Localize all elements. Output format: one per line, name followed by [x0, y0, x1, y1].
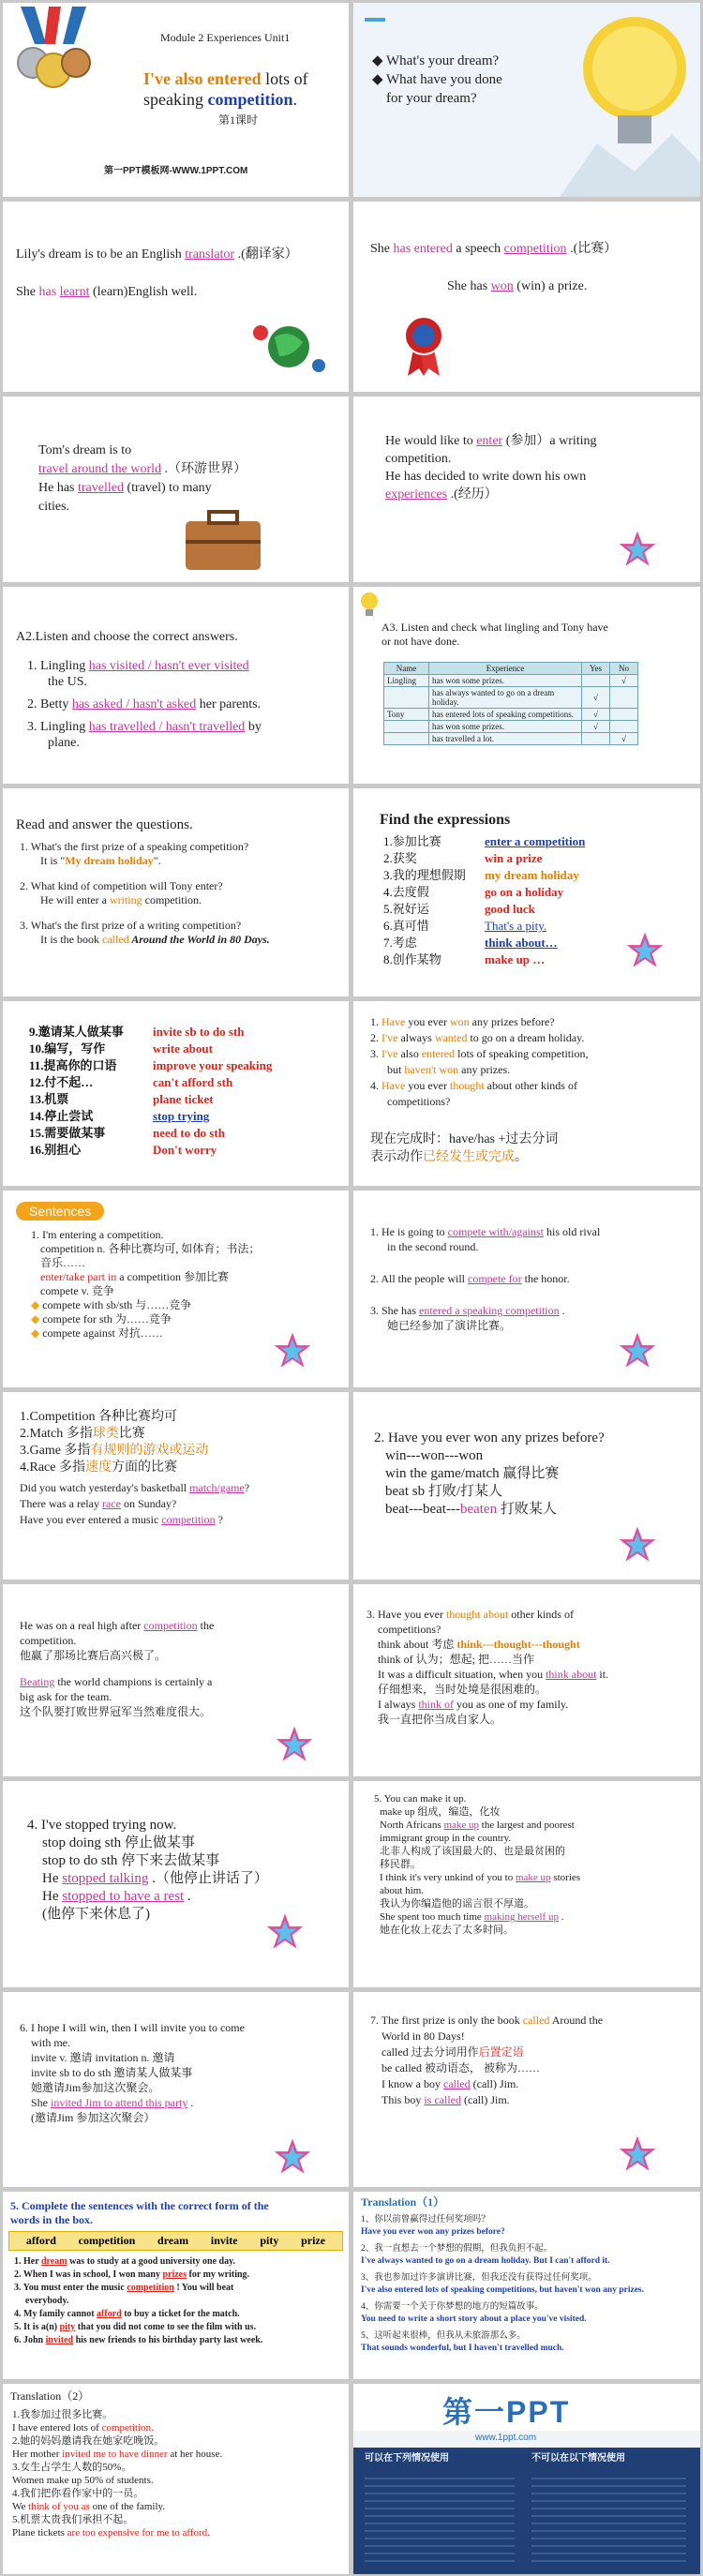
slide-called	[353, 1992, 700, 2187]
complete-sentences: 1. Her dream was to study at a good university one day. 2. When I was in school, I won many prizes for my writing. 3. You must enter the music competition ! You will beat everybody. 4. My family cannot afford to buy a ticket for the match. 5. It is a(n) pity that you did not come to see the film with us. 6. John invited his new friends to his birthday party last week.	[14, 2256, 263, 2345]
grammar-note: 现在完成时：have/has +过去分词 表示动作已经发生或完成。	[370, 1132, 559, 1164]
list-item: 12.付不起… can't afford sth	[29, 1075, 233, 1089]
translation-2-title: Translation（2）	[10, 2389, 90, 2403]
list-item: 11.提高你的口语 improve your speaking	[29, 1058, 273, 1072]
read-title: Read and answer the questions.	[16, 817, 193, 832]
list-item: 14.停止尝试 stop trying	[29, 1109, 210, 1123]
tom-text: Tom's dream is to travel around the world .（环游世界） He has travelled (travel) to many cities.	[38, 443, 247, 514]
star-icon	[265, 1912, 305, 1952]
win-beat-text: 2. Have you ever won any prizes before? win---won---won win the game/match 赢得比赛 beat sb 打败/打某人 beat---beat---beaten 打败某人	[374, 1430, 605, 1517]
suitcase-icon	[181, 507, 265, 573]
slide-a2	[3, 587, 349, 784]
list-item: 3.我的理想假期 my dream holiday	[383, 868, 579, 882]
star-icon	[618, 2134, 657, 2174]
slide-title	[3, 3, 349, 197]
bulb-icon	[359, 591, 380, 619]
slide-make-up	[353, 1781, 700, 1987]
perfect-sentences: 1. Have you ever won any prizes before? 2. I've always wanted to go on a dream holiday. 3. I've also entered lots of speaking competition, but haven't won any prizes. 4. Have you ever thought about other kinds of competitions?	[370, 1015, 589, 1108]
list-item: 1.参加比赛 enter a competition	[383, 834, 586, 848]
list-item: 16.别担心 Don't worry	[29, 1143, 217, 1157]
slide-sentences	[3, 1191, 349, 1387]
list-item: 4.去度假 go on a holiday	[383, 885, 564, 899]
slide-present-perfect	[353, 1001, 700, 1186]
footer-text: 第一PPT模板网-WWW.1PPT.COM	[104, 166, 248, 176]
slide-read	[3, 788, 349, 996]
a3-table: Name Experience Yes No Lingling has won some prizes. √ has always wanted to go on a dream holiday. √ Tony has entered lots of speaking competitions. √ has won some prizes. √ has travelled a lot. √	[383, 662, 638, 745]
complete-title: 5. Complete the sentences with the correct form of the words in the box.	[10, 2199, 269, 2226]
lily-line-1: Lily's dream is to be an English translator .(翻译家）	[16, 247, 298, 262]
expressions-title: Find the expressions	[380, 812, 511, 828]
table-row: has won some prizes. √	[384, 721, 638, 733]
writing-text: He would like to enter (参加）a writing competition. He has decided to write down his own experiences .(经历）	[385, 434, 597, 502]
translation-1-body: 1、你以前曾赢得过任何奖项吗？ Have you ever won any prizes before? 2、我一直想去一个梦想的假期，但我负担不起。 I've always wanted to go on a dream holiday. But I can't afford it. 3、我也参加过许多演讲比赛，但我还没有获得过任何奖项。 I've also entered lots of speaking competitions, but haven't won any prizes. 4、你需要一个关于你梦想的地方的短篇故事。 You need to write a short story about a place you've visited. 5、这听起来很棒，但我从未旅游那么多。 That sounds wonderful, but I haven't travelled much.	[361, 2215, 644, 2353]
slide-invite	[3, 1992, 349, 2187]
a2-items: 1. Lingling has visited / hasn't ever visited the US. 2. Betty has asked / hasn't asked her parents. 3. Lingling has travelled / hasn't travelled by plane.	[27, 659, 262, 750]
word-box: afford competition dream invite pity prize	[8, 2231, 343, 2251]
lightbulb-icon	[560, 3, 700, 197]
think-text: 3. Have you ever thought about other kinds of competitions? think about 考虑 think---thought---thought think of 认为；想起; 把……当作 It was a difficult situation, when you think about it. 仔细想来，当时处境是很困难的。 I always think of you as one of my family. 我一直把你当成自家人。	[366, 1608, 609, 1726]
period-label: 第1课时	[218, 113, 259, 127]
star-icon	[275, 1725, 314, 1764]
slide-a3	[353, 587, 700, 784]
slide-complete	[3, 2192, 349, 2379]
module-label: Module 2 Experiences Unit1	[160, 31, 291, 44]
read-questions: 1. What's the first prize of a speaking competition? It is "My dream holiday". 2. What kind of competition will Tony enter? He will enter a writing competition. 3. What's the first prize of a writing competition? It is the book called Around the World in 80 Days.	[20, 840, 270, 946]
slide-compete-practice	[353, 1191, 700, 1387]
list-item: 15.需要做某事 need to do sth	[29, 1126, 225, 1140]
sentences-body: 1. I'm entering a competition. competition n. 各种比赛均可, 如体育；书法； 音乐…… enter/take part in a competition 参加比赛 compete v. 竞争 ◆ compete with sb/sth 与……竞争 ◆ compete for sth 为……竞争 ◆ compete against 对抗……	[31, 1228, 261, 1340]
dream-questions: ◆ What's your dream? ◆ What have you done for your dream?	[372, 53, 502, 106]
slide-expressions	[353, 788, 700, 996]
brand-url[interactable]: www.1ppt.com	[475, 2433, 537, 2443]
slide-he-would	[353, 397, 700, 582]
competition-types: 1.Competition 各种比赛均可 2.Match 多指球类比赛 3.Game 多指有规则的游戏或运动 4.Race 多指速度方面的比赛	[20, 1410, 209, 1475]
list-item: 5.祝好运 good luck	[383, 902, 535, 916]
lily-line-2: She has learnt (learn)English well.	[16, 285, 198, 299]
slide-she-entered	[353, 202, 700, 392]
table-row: Tony has entered lots of speaking competitions. √	[384, 709, 638, 721]
expressions-list	[383, 833, 585, 968]
star-icon	[618, 1525, 657, 1565]
slide-stop	[3, 1781, 349, 1987]
accent-bar	[365, 18, 385, 22]
slide-lily	[3, 202, 349, 392]
slide-high	[3, 1584, 349, 1776]
invite-text: 6. I hope I will win, then I will invite you to come with me. invite v. 邀请 invitation n. 邀请 invite sb to do sth 邀请某人做某事 她邀请Jim参加这次聚会。 She invited Jim to attend this party . (邀请Jim 参加这次聚会）	[20, 2021, 245, 2124]
translation-2-body: 1.我参加过很多比赛。 I have entered lots of competition. 2.她的妈妈邀请我在她家吃晚饭。 Her mother invited me to have dinner at her house. 3.女生占学生人数的50%。 Women make up 50% of students. 4.我们把你看作家中的一员。 We think of you as one of the family. 5.机票太贵我们承担不起。 Plane tickets are too expensive for me to afford.	[12, 2409, 223, 2539]
list-item: 6.真可惜 That's a pity.	[383, 919, 547, 933]
brand-info-panel	[353, 2448, 700, 2574]
she-line-2: She has won (win) a prize.	[447, 279, 588, 293]
called-text: 7. The first prize is only the book called Around the World in 80 Days! called 过去分词用作后置定语 be called 被动语态， 被称为…… I know a boy called (call) Jim. This boy is called (call) Jim.	[370, 2014, 604, 2106]
stop-text: 4. I've stopped trying now. stop doing sth 停止做某事 stop to do sth 停下来去做某事 He stopped talking .（他停止讲话了） He stopped to have a rest . (他停下来休息了)	[27, 1818, 268, 1922]
compete-practice: 1. He is going to compete with/against his old rival in the second round. 2. All the people will compete for the honor. 3. She has entered a speaking competition . 她已经参加了演讲比赛。	[370, 1225, 601, 1332]
star-icon	[625, 931, 665, 970]
make-up-text: 5. You can make it up. make up 组成，编造，化妆 North Africans make up the largest and poorest immigrant group in the country. 北非人构成了该国最大的、也是最贫困的 移民群。 I think it's very unkind of you to make up stories about him. 我认为你编造他的谣言很不厚道。 She spent too much time making herself up . 她在化妆上花去了太多时间。	[374, 1793, 581, 1936]
slide-translation-1	[353, 2192, 700, 2379]
list-item: 10.编写，写作 write about	[29, 1041, 213, 1056]
list-item: 13.机票 plane ticket	[29, 1092, 214, 1106]
slide-brand	[353, 2384, 700, 2574]
list-item: 7.考虑 think about…	[383, 936, 558, 950]
slide-competition-types	[3, 1392, 349, 1580]
brand-logo: 第一PPT	[442, 2395, 571, 2429]
table-row: has travelled a lot. √	[384, 733, 638, 745]
allowed-heading: 可以在下列情况使用	[365, 2453, 449, 2464]
list-item: 9.邀请某人做某事 invite sb to do sth	[29, 1025, 245, 1039]
a2-title: A2.Listen and choose the correct answers.	[16, 630, 238, 644]
forbidden-list	[531, 2472, 686, 2566]
lesson-title: I've also entered lots of speaking competition.	[143, 69, 308, 109]
translation-1-title: Translation（1）	[361, 2195, 445, 2209]
slide-dream	[353, 3, 700, 197]
table-row: Lingling has won some prizes. √	[384, 675, 638, 687]
list-item: 2.获奖 win a prize	[383, 851, 543, 865]
sentences-tag: Sentences	[16, 1202, 104, 1221]
slide-tom	[3, 397, 349, 582]
slide-translation-2	[3, 2384, 349, 2574]
list-item: 8.创作某物 make up …	[383, 952, 546, 966]
she-line-1: She has entered a speech competition .(比赛）	[370, 242, 618, 256]
table-row: has always wanted to go on a dream holiday. √	[384, 687, 638, 709]
star-icon	[273, 2137, 312, 2177]
star-icon	[618, 1331, 657, 1370]
medals-icon	[7, 7, 96, 96]
slide-expressions-2	[3, 1001, 349, 1186]
expressions-list-2	[29, 1024, 272, 1159]
star-icon	[618, 530, 657, 569]
a3-title: A3. Listen and check what lingling and Tony have or not have done.	[381, 621, 608, 648]
slide-win-beat	[353, 1392, 700, 1580]
slide-think	[353, 1584, 700, 1776]
competition-practice: Did you watch yesterday's basketball match/game? There was a relay race on Sunday? Have you ever entered a music competition ?	[20, 1481, 250, 1526]
allowed-list	[365, 2472, 515, 2566]
star-icon	[273, 1331, 312, 1370]
forbidden-heading: 不可以在以下情况使用	[531, 2453, 625, 2464]
high-text: He was on a real high after competition the competition. 他赢了那场比赛后高兴极了。 Beating the world champions is certainly a big ask for the team. 这个队要打败世界冠军当然难度很大。	[20, 1619, 215, 1718]
award-ribbon-icon	[400, 312, 447, 378]
globe-icon	[242, 314, 336, 380]
